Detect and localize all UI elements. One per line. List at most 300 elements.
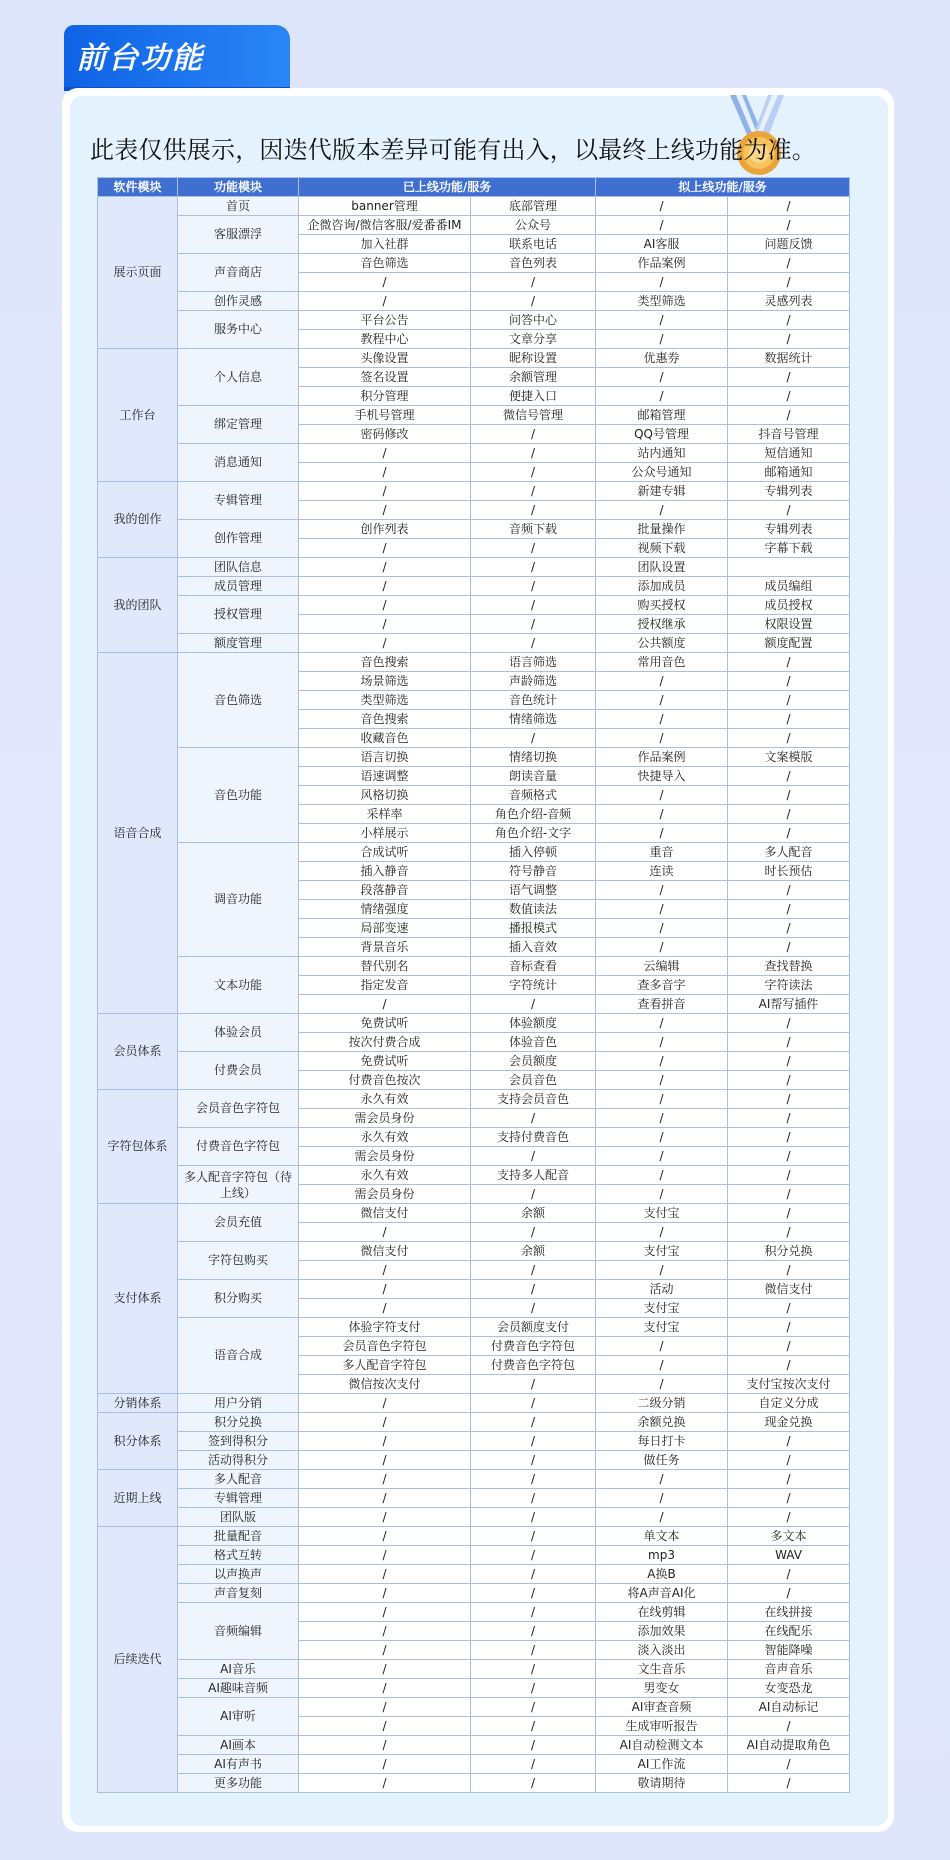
service-cell: 公众号通知 (596, 463, 728, 482)
service-cell: / (471, 501, 596, 520)
service-cell: 多文本 (728, 1527, 850, 1546)
table-body (98, 197, 850, 1793)
service-cell: / (471, 1565, 596, 1584)
service-cell: / (728, 1128, 850, 1147)
service-cell: / (471, 634, 596, 653)
table-row (98, 406, 850, 425)
table-row (98, 1489, 850, 1508)
service-cell: 邮箱通知 (728, 463, 850, 482)
service-cell: / (471, 1698, 596, 1717)
service-cell: / (728, 1109, 850, 1128)
table-row (98, 1451, 850, 1470)
service-cell: 会员音色字符包 (299, 1337, 471, 1356)
table-row (98, 1204, 850, 1223)
service-cell: / (728, 900, 850, 919)
service-cell: 数据统计 (728, 349, 850, 368)
service-cell: / (299, 463, 471, 482)
service-cell: 创作列表 (299, 520, 471, 539)
service-cell: / (471, 444, 596, 463)
software-module-cell: 后续迭代 (98, 1527, 178, 1793)
service-cell: mp3 (596, 1546, 728, 1565)
table-row (98, 1318, 850, 1337)
service-cell: / (471, 1375, 596, 1394)
service-cell: 二级分销 (596, 1394, 728, 1413)
service-cell: / (596, 881, 728, 900)
table-row (98, 1546, 850, 1565)
service-cell: 邮箱管理 (596, 406, 728, 425)
service-cell: / (299, 1679, 471, 1698)
table-row (98, 1755, 850, 1774)
service-cell: / (471, 1603, 596, 1622)
service-cell: 情绪强度 (299, 900, 471, 919)
software-module-cell: 支付体系 (98, 1204, 178, 1394)
service-cell: 昵称设置 (471, 349, 596, 368)
table-row (98, 444, 850, 463)
service-cell: 平台公告 (299, 311, 471, 330)
service-cell: / (596, 1375, 728, 1394)
service-cell: 头像设置 (299, 349, 471, 368)
service-cell: / (299, 596, 471, 615)
service-cell: / (728, 1185, 850, 1204)
service-cell: 支持多人配音 (471, 1166, 596, 1185)
service-cell: / (471, 1774, 596, 1793)
service-cell: / (299, 1717, 471, 1736)
service-cell: 付费音色按次 (299, 1071, 471, 1090)
service-cell: 自定义分成 (728, 1394, 850, 1413)
service-cell: / (299, 1622, 471, 1641)
service-cell: AI自动标记 (728, 1698, 850, 1717)
service-cell: / (596, 710, 728, 729)
service-cell: 情绪筛选 (471, 710, 596, 729)
service-cell: 类型筛选 (299, 691, 471, 710)
service-cell: 教程中心 (299, 330, 471, 349)
table-row (98, 254, 850, 273)
table-row (98, 1565, 850, 1584)
function-module-cell: AI趣味音频 (178, 1679, 299, 1698)
function-module-cell: 以声换声 (178, 1565, 299, 1584)
service-cell: 数值读法 (471, 900, 596, 919)
table-row (98, 596, 850, 615)
function-module-cell: 消息通知 (178, 444, 299, 482)
table-row (98, 1774, 850, 1793)
service-cell: / (471, 425, 596, 444)
function-module-cell: 批量配音 (178, 1527, 299, 1546)
service-cell: / (471, 1679, 596, 1698)
table-row (98, 1470, 850, 1489)
service-cell: 问答中心 (471, 311, 596, 330)
service-cell: 添加效果 (596, 1622, 728, 1641)
service-cell: / (471, 1755, 596, 1774)
service-cell: / (596, 1166, 728, 1185)
service-cell: / (728, 824, 850, 843)
service-cell: 语言切换 (299, 748, 471, 767)
service-cell: 公众号 (471, 216, 596, 235)
service-cell: 支付宝 (596, 1204, 728, 1223)
service-cell: / (299, 1280, 471, 1299)
disclaimer-note: 此表仅供展示，因迭代版本差异可能有出入，以最终上线功能为准。 (90, 136, 816, 164)
service-cell: / (728, 1508, 850, 1527)
service-cell: / (299, 1641, 471, 1660)
service-cell: / (299, 482, 471, 501)
table-row (98, 558, 850, 577)
service-cell: 风格切换 (299, 786, 471, 805)
service-cell: / (596, 1109, 728, 1128)
service-cell: 查找替换 (728, 957, 850, 976)
service-cell: 连读 (596, 862, 728, 881)
service-cell: / (728, 1565, 850, 1584)
service-cell: 作品案例 (596, 748, 728, 767)
service-cell: / (471, 1280, 596, 1299)
service-cell: / (728, 216, 850, 235)
function-module-cell: 字符包购买 (178, 1242, 299, 1280)
function-module-cell: 声音复刻 (178, 1584, 299, 1603)
service-cell: 站内通知 (596, 444, 728, 463)
service-cell: / (596, 1033, 728, 1052)
software-module-cell: 分销体系 (98, 1394, 178, 1413)
service-cell: / (728, 653, 850, 672)
table-row (98, 1014, 850, 1033)
service-cell: 付费音色字符包 (471, 1356, 596, 1375)
table-row (98, 577, 850, 596)
function-module-cell: 团队信息 (178, 558, 299, 577)
service-cell: / (471, 1489, 596, 1508)
service-cell: 声龄筛选 (471, 672, 596, 691)
service-cell: / (471, 1717, 596, 1736)
header-function-module: 功能模块 (178, 178, 299, 197)
service-cell: / (728, 1717, 850, 1736)
service-cell: / (471, 1546, 596, 1565)
service-cell: / (728, 1052, 850, 1071)
service-cell: 需会员身份 (299, 1147, 471, 1166)
service-cell: / (596, 387, 728, 406)
service-cell: 按次付费合成 (299, 1033, 471, 1052)
service-cell: 合成试听 (299, 843, 471, 862)
service-cell: / (596, 672, 728, 691)
function-module-cell: 音色筛选 (178, 653, 299, 748)
service-cell: 微信支付 (299, 1242, 471, 1261)
service-cell: 智能降噪 (728, 1641, 850, 1660)
service-cell: 余额兑换 (596, 1413, 728, 1432)
service-cell: / (728, 691, 850, 710)
table-row (98, 1166, 850, 1185)
service-cell: / (596, 824, 728, 843)
software-module-cell: 语音合成 (98, 653, 178, 1014)
function-module-cell: 格式互转 (178, 1546, 299, 1565)
service-cell: 查看拼音 (596, 995, 728, 1014)
service-cell: / (596, 501, 728, 520)
service-cell: / (728, 786, 850, 805)
service-cell: 手机号管理 (299, 406, 471, 425)
service-cell: / (299, 1584, 471, 1603)
header-planned-services: 拟上线功能/服务 (596, 178, 850, 197)
service-cell: 音色搜索 (299, 653, 471, 672)
service-cell: / (596, 1090, 728, 1109)
service-cell: / (471, 1432, 596, 1451)
service-cell: 便捷入口 (471, 387, 596, 406)
service-cell: 活动 (596, 1280, 728, 1299)
service-cell: / (728, 406, 850, 425)
service-cell: 灵感列表 (728, 292, 850, 311)
service-cell: 文生音乐 (596, 1660, 728, 1679)
service-cell: / (299, 1432, 471, 1451)
function-module-cell: 首页 (178, 197, 299, 216)
service-cell: AI工作流 (596, 1755, 728, 1774)
service-cell: 字符读法 (728, 976, 850, 995)
service-cell: / (728, 1261, 850, 1280)
service-cell: / (299, 1603, 471, 1622)
service-cell: / (471, 1147, 596, 1166)
service-cell: / (596, 938, 728, 957)
service-cell: / (471, 1109, 596, 1128)
service-cell: 查多音字 (596, 976, 728, 995)
service-cell: / (299, 1394, 471, 1413)
service-cell: 额度配置 (728, 634, 850, 653)
service-cell: AI自动检测文本 (596, 1736, 728, 1755)
service-cell: / (299, 501, 471, 520)
service-cell: 微信支付 (728, 1280, 850, 1299)
table-row (98, 1527, 850, 1546)
table-row (98, 1280, 850, 1299)
function-module-cell: 付费会员 (178, 1052, 299, 1090)
service-cell: / (728, 1033, 850, 1052)
table-row (98, 1128, 850, 1147)
service-cell: 收藏音色 (299, 729, 471, 748)
service-cell: / (299, 1451, 471, 1470)
service-cell: / (299, 558, 471, 577)
service-cell: / (299, 1508, 471, 1527)
table-row (98, 843, 850, 862)
service-cell: 支持会员音色 (471, 1090, 596, 1109)
service-cell: 语气调整 (471, 881, 596, 900)
service-cell: / (728, 1755, 850, 1774)
function-module-cell: 会员充值 (178, 1204, 299, 1242)
service-cell: 在线配乐 (728, 1622, 850, 1641)
service-cell: / (728, 1489, 850, 1508)
service-cell: / (728, 501, 850, 520)
function-module-cell: 授权管理 (178, 596, 299, 634)
service-cell: / (728, 1071, 850, 1090)
service-cell: 角色介绍-音频 (471, 805, 596, 824)
service-cell: / (299, 1413, 471, 1432)
service-cell: / (299, 1261, 471, 1280)
service-cell: 语速调整 (299, 767, 471, 786)
service-cell: 购买授权 (596, 596, 728, 615)
service-cell: 单文本 (596, 1527, 728, 1546)
service-cell: 余额管理 (471, 368, 596, 387)
service-cell: / (299, 577, 471, 596)
table-row (98, 482, 850, 501)
service-cell: 符号静音 (471, 862, 596, 881)
service-cell: / (299, 292, 471, 311)
service-cell: 将A声音AI化 (596, 1584, 728, 1603)
service-cell: 添加成员 (596, 577, 728, 596)
service-cell: / (596, 786, 728, 805)
service-cell: 联系电话 (471, 235, 596, 254)
service-cell: 播报模式 (471, 919, 596, 938)
table-header-row (98, 178, 850, 197)
service-cell: / (596, 1261, 728, 1280)
function-module-cell: 额度管理 (178, 634, 299, 653)
service-cell: 女变恐龙 (728, 1679, 850, 1698)
service-cell: 每日打卡 (596, 1432, 728, 1451)
function-module-cell: 客服漂浮 (178, 216, 299, 254)
service-cell: / (728, 710, 850, 729)
service-cell: / (299, 273, 471, 292)
service-cell: / (471, 1223, 596, 1242)
service-cell: / (596, 919, 728, 938)
service-cell: / (299, 1223, 471, 1242)
function-module-cell: AI审听 (178, 1698, 299, 1736)
service-cell: QQ号管理 (596, 425, 728, 444)
service-cell: 在线剪辑 (596, 1603, 728, 1622)
table-row (98, 957, 850, 976)
function-module-cell: 调音功能 (178, 843, 299, 957)
service-cell: / (728, 919, 850, 938)
service-cell: 在线拼接 (728, 1603, 850, 1622)
function-module-cell: 多人配音 (178, 1470, 299, 1489)
service-cell: 问题反馈 (728, 235, 850, 254)
service-cell: / (471, 482, 596, 501)
service-cell: / (471, 273, 596, 292)
table-row (98, 1679, 850, 1698)
service-cell: / (596, 1185, 728, 1204)
service-cell: / (299, 1755, 471, 1774)
service-cell: / (471, 1413, 596, 1432)
function-module-cell: 绑定管理 (178, 406, 299, 444)
service-cell: 成员编组 (728, 577, 850, 596)
header-online-services: 已上线功能/服务 (299, 178, 596, 197)
software-module-cell: 工作台 (98, 349, 178, 482)
table-row (98, 1432, 850, 1451)
service-cell: / (728, 1299, 850, 1318)
service-cell: 局部变速 (299, 919, 471, 938)
service-cell: 免费试听 (299, 1052, 471, 1071)
service-cell: / (728, 938, 850, 957)
service-cell: 授权继承 (596, 615, 728, 634)
service-cell: 支持付费音色 (471, 1128, 596, 1147)
service-cell: 免费试听 (299, 1014, 471, 1033)
service-cell: 文案模版 (728, 748, 850, 767)
service-cell: / (728, 767, 850, 786)
table-row (98, 311, 850, 330)
service-cell: / (299, 1774, 471, 1793)
function-module-cell: 专辑管理 (178, 482, 299, 520)
service-cell: / (728, 1223, 850, 1242)
service-cell: 密码修改 (299, 425, 471, 444)
table-row (98, 1090, 850, 1109)
service-cell: 新建专辑 (596, 482, 728, 501)
table-row (98, 1660, 850, 1679)
service-cell: / (728, 311, 850, 330)
service-cell: 场景筛选 (299, 672, 471, 691)
function-module-cell: 成员管理 (178, 577, 299, 596)
service-cell: 快捷导入 (596, 767, 728, 786)
service-cell: 插入静音 (299, 862, 471, 881)
service-cell: / (596, 1489, 728, 1508)
function-module-cell: 多人配音字符包（待上线） (178, 1166, 299, 1204)
service-cell: AI审查音频 (596, 1698, 728, 1717)
service-cell: 付费音色字符包 (471, 1337, 596, 1356)
service-cell: / (471, 1527, 596, 1546)
software-module-cell: 我的团队 (98, 558, 178, 653)
service-cell: 专辑列表 (728, 482, 850, 501)
service-cell: 优惠券 (596, 349, 728, 368)
service-cell: 淡入淡出 (596, 1641, 728, 1660)
service-cell: / (596, 311, 728, 330)
service-cell: 做任务 (596, 1451, 728, 1470)
function-module-cell: 文本功能 (178, 957, 299, 1014)
software-module-cell: 展示页面 (98, 197, 178, 349)
service-cell: 采样率 (299, 805, 471, 824)
software-module-cell: 字符包体系 (98, 1090, 178, 1204)
service-cell: / (299, 1470, 471, 1489)
service-cell: / (728, 1451, 850, 1470)
service-cell: 支付宝按次支付 (728, 1375, 850, 1394)
service-cell: / (299, 1736, 471, 1755)
service-cell: 微信号管理 (471, 406, 596, 425)
service-cell: / (471, 1584, 596, 1603)
service-cell: / (596, 691, 728, 710)
service-cell: 指定发音 (299, 976, 471, 995)
service-cell: / (596, 1337, 728, 1356)
table-row (98, 1394, 850, 1413)
service-cell: 常用音色 (596, 653, 728, 672)
function-module-cell: 活动得积分 (178, 1451, 299, 1470)
table-row (98, 748, 850, 767)
service-cell: / (299, 634, 471, 653)
service-cell: / (728, 1337, 850, 1356)
service-cell (728, 558, 850, 577)
service-cell: / (471, 558, 596, 577)
function-module-cell: 音频编辑 (178, 1603, 299, 1660)
service-cell: / (596, 1470, 728, 1489)
service-cell: 云编辑 (596, 957, 728, 976)
function-module-cell: 团队版 (178, 1508, 299, 1527)
table-row (98, 1508, 850, 1527)
service-cell: / (728, 1774, 850, 1793)
service-cell: / (728, 330, 850, 349)
service-cell: 敬请期待 (596, 1774, 728, 1793)
service-cell: 积分兑换 (728, 1242, 850, 1261)
feature-table (97, 177, 850, 1793)
table-row (98, 1584, 850, 1603)
service-cell: 抖音号管理 (728, 425, 850, 444)
service-cell: / (596, 1052, 728, 1071)
service-cell: / (728, 1147, 850, 1166)
service-cell: 权限设置 (728, 615, 850, 634)
service-cell: / (471, 1185, 596, 1204)
service-cell: / (728, 254, 850, 273)
software-module-cell: 会员体系 (98, 1014, 178, 1090)
service-cell: 企微咨询/微信客服/爱番番IM (299, 216, 471, 235)
service-cell: / (728, 729, 850, 748)
service-cell: / (728, 1204, 850, 1223)
service-cell: / (471, 292, 596, 311)
service-cell: AI自动提取角色 (728, 1736, 850, 1755)
service-cell: / (471, 577, 596, 596)
service-cell: 字幕下载 (728, 539, 850, 558)
service-cell: 需会员身份 (299, 1109, 471, 1128)
service-cell: / (596, 1128, 728, 1147)
service-cell: / (596, 1071, 728, 1090)
service-cell: 签名设置 (299, 368, 471, 387)
service-cell: / (596, 900, 728, 919)
service-cell: 字符统计 (471, 976, 596, 995)
service-cell: 会员额度支付 (471, 1318, 596, 1337)
service-cell: 替代别名 (299, 957, 471, 976)
service-cell: 朗读音量 (471, 767, 596, 786)
service-cell: / (596, 1356, 728, 1375)
